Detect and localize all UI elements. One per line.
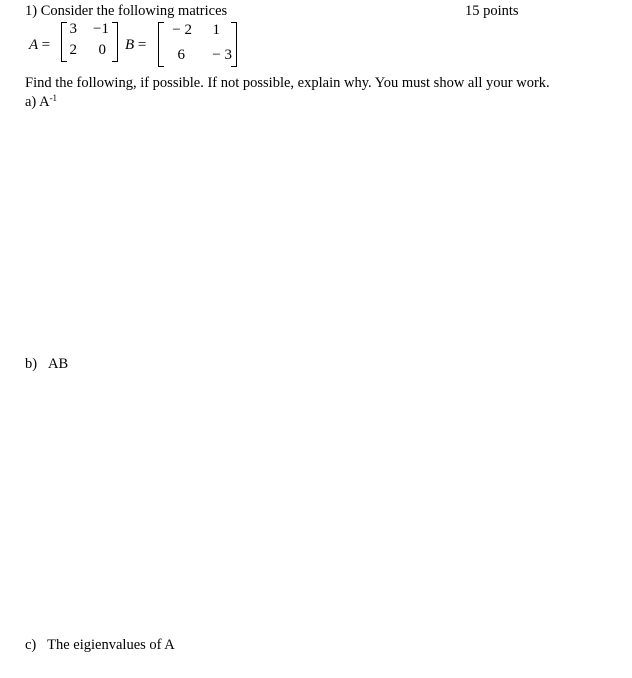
matrix-b-cell-12: 1	[212, 22, 220, 38]
matrix-b-label	[125, 37, 146, 54]
part-c-text: The eigienvalues of A	[47, 637, 175, 653]
matrix-a-cell-11: 3	[69, 21, 77, 37]
matrix-a-name: A	[29, 37, 38, 53]
question-title: 1) Consider the following matrices	[25, 3, 228, 19]
matrix-a-label	[29, 37, 50, 54]
matrix-b-cell-11: − 2	[172, 22, 192, 38]
part-c-label: c)	[25, 637, 37, 653]
matrix-b-cell-21: 6	[177, 47, 185, 63]
points-label: 15 points	[465, 3, 519, 19]
matrix-a-equals: =	[41, 37, 51, 53]
part-b	[25, 356, 68, 373]
part-c	[25, 637, 175, 654]
part-a-label: a) A	[25, 94, 50, 110]
instructions: Find the following, if possible. If not possible, explain why. You must show all your work.	[25, 75, 550, 91]
part-a	[25, 93, 57, 111]
matrix-a-cell-22: 0	[98, 42, 106, 58]
matrix-b-cell-22: − 3	[212, 47, 232, 63]
matrix-a-cell-12: −1	[93, 21, 109, 37]
matrix-b-equals: =	[137, 37, 147, 53]
matrix-a-cell-21: 2	[69, 42, 77, 58]
matrix-a-right-bracket	[112, 22, 118, 62]
part-a-exponent: -1	[49, 93, 58, 103]
matrix-b-name: B	[125, 37, 135, 53]
matrix-b-right-bracket	[231, 22, 237, 67]
part-b-label: b)	[25, 356, 38, 372]
part-b-text: AB	[47, 356, 69, 372]
